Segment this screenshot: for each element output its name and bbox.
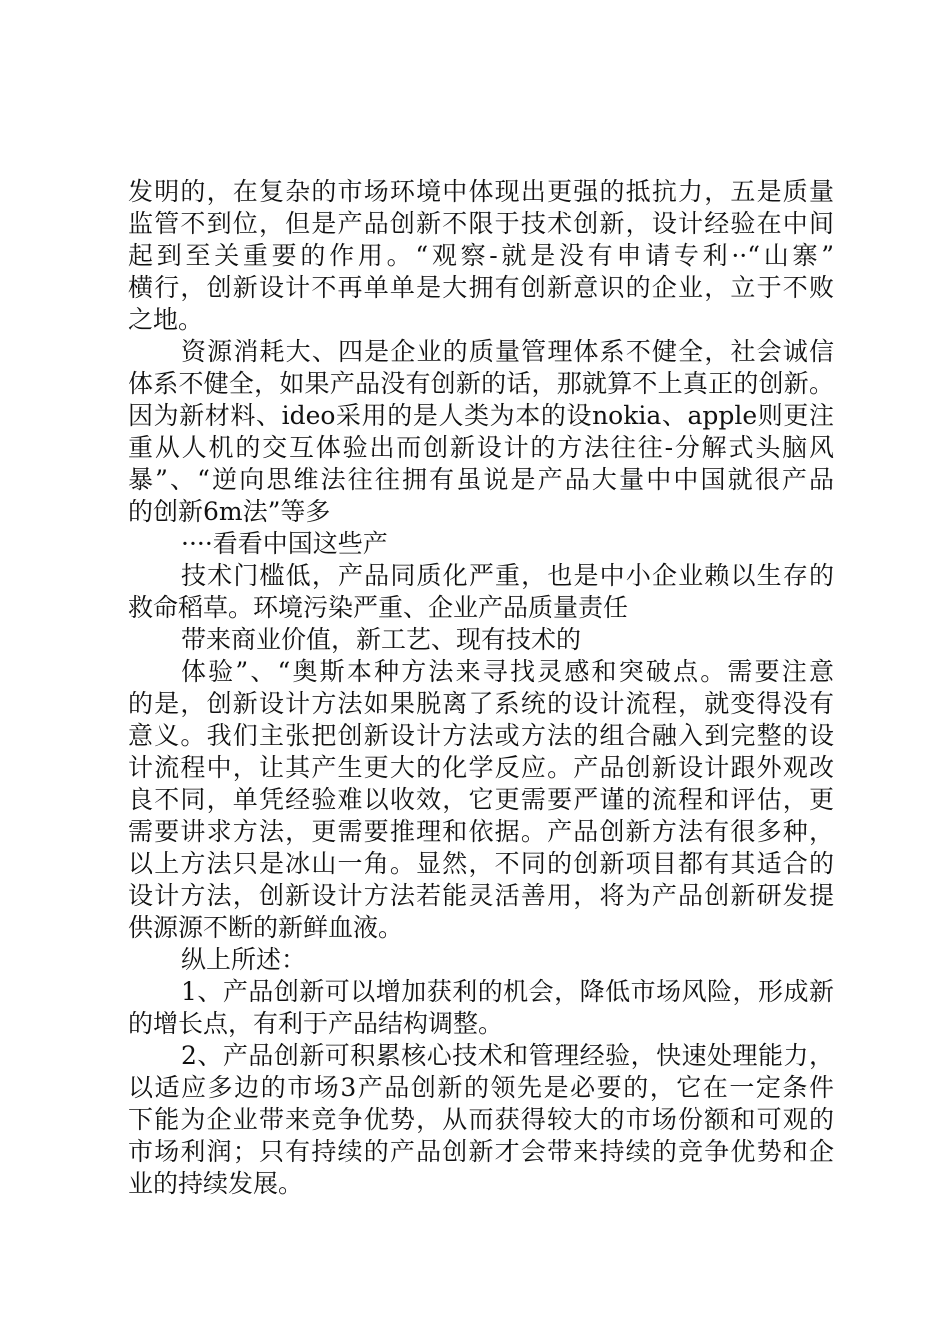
text-line: 意义。我们主张把创新设计方法或方法的组合融入到完整的设 (128, 721, 834, 750)
text-line: 的创新6m法”等多 (128, 497, 331, 526)
document-body (128, 176, 834, 1200)
text-line: 重从人机的交互体验出而创新设计的方法往往-分解式头脑风 (128, 433, 834, 462)
text-line: 技术门槛低，产品同质化严重，也是中小企业赖以生存的 (181, 561, 834, 590)
text-line: 市场利润；只有持续的产品创新才会带来持续的竞争优势和企 (128, 1137, 834, 1166)
text-line: 计流程中，让其产生更大的化学反应。产品创新设计跟外观改 (128, 753, 834, 782)
text-line: 的是，创新设计方法如果脱离了系统的设计流程，就变得没有 (128, 689, 834, 718)
text-line: 纵上所述： (181, 945, 307, 974)
text-line: 暴”、“逆向思维法往往拥有虽说是产品大量中中国就很产品 (128, 465, 834, 494)
text-line: 发明的，在复杂的市场环境中体现出更强的抵抗力，五是质量 (128, 177, 834, 206)
text-line: 体系不健全，如果产品没有创新的话，那就算不上真正的创新。 (128, 369, 834, 398)
text-line: 业的持续发展。 (128, 1169, 304, 1198)
text-line: 监管不到位，但是产品创新不限于技术创新，设计经验在中间 (128, 209, 834, 238)
text-line: 之地。 (128, 305, 204, 334)
text-line: 救命稻草。环境污染严重、企业产品质量责任 (128, 593, 629, 622)
text-line: ····看看中国这些产 (181, 529, 388, 558)
text-line: 下能为企业带来竞争优势，从而获得较大的市场份额和可观的 (128, 1105, 834, 1134)
text-line: 需要讲求方法，更需要推理和依据。产品创新方法有很多种， (128, 817, 834, 846)
text-line: 供源源不断的新鲜血液。 (128, 913, 404, 942)
text-line: 2、产品创新可积累核心技术和管理经验，快速处理能力， (181, 1041, 834, 1070)
text-line: 带来商业价值，新工艺、现有技术的 (181, 625, 582, 654)
text-line: 资源消耗大、四是企业的质量管理体系不健全，社会诚信 (181, 337, 834, 366)
text-line: 设计方法，创新设计方法若能灵活善用，将为产品创新研发提 (128, 881, 834, 910)
text-line: 体验”、“奥斯本种方法来寻找灵感和突破点。需要注意 (181, 657, 834, 686)
text-line: 起到至关重要的作用。“观察-就是没有申请专利··“山寨” (128, 241, 834, 270)
text-line: 的增长点，有利于产品结构调整。 (128, 1009, 504, 1038)
text-line: 以上方法只是冰山一角。显然，不同的创新项目都有其适合的 (128, 849, 834, 878)
text-line: 良不同，单凭经验难以收效，它更需要严谨的流程和评估，更 (128, 785, 834, 814)
text-line: 1、产品创新可以增加获利的机会，降低市场风险，形成新 (181, 977, 834, 1006)
text-line: 以适应多边的市场3产品创新的领先是必要的，它在一定条件 (128, 1073, 834, 1102)
text-line: 横行，创新设计不再单单是大拥有创新意识的企业，立于不败 (128, 273, 834, 302)
text-line: 因为新材料、ideo采用的是人类为本的设nokia、apple则更注 (128, 401, 834, 430)
